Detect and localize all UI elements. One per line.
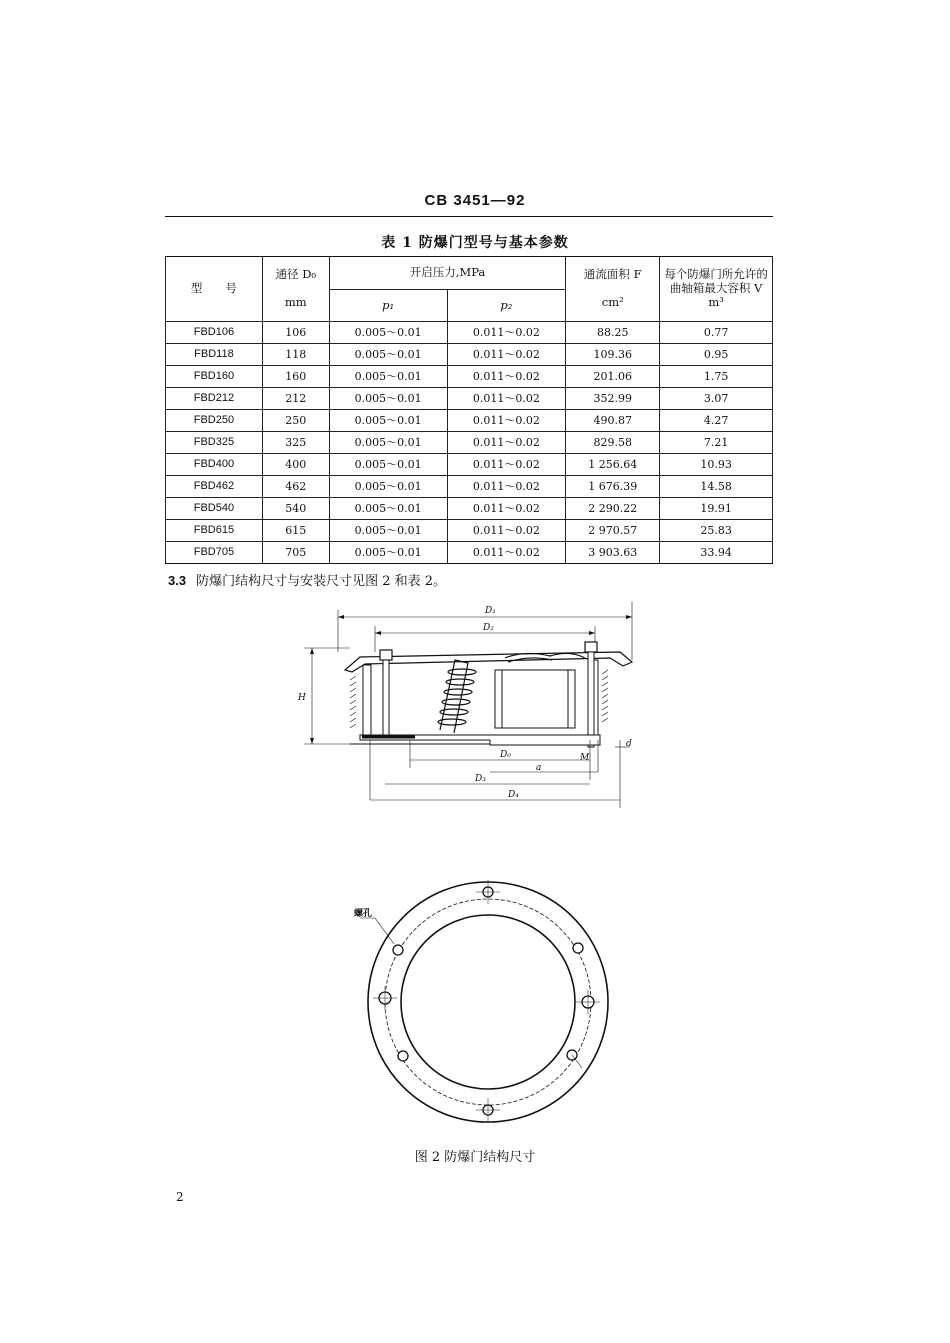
cell-area: 352.99	[566, 388, 660, 410]
cell-p1: 0.005～0.01	[329, 410, 447, 432]
inner-bore-circle	[401, 915, 575, 1089]
cell-model: FBD462	[166, 476, 263, 498]
cell-volume: 19.91	[660, 498, 773, 520]
cell-d0: 118	[262, 344, 329, 366]
header-p2: p₂	[447, 290, 566, 322]
cell-p1: 0.005～0.01	[329, 520, 447, 542]
label-d4: D₄	[508, 790, 519, 800]
cell-area: 201.06	[566, 366, 660, 388]
cell-model: FBD212	[166, 388, 263, 410]
cell-volume: 4.27	[660, 410, 773, 432]
label-a: a	[536, 763, 542, 773]
cell-volume: 14.58	[660, 476, 773, 498]
cell-area: 490.87	[566, 410, 660, 432]
cell-volume: 25.83	[660, 520, 773, 542]
cell-p1: 0.005～0.01	[329, 498, 447, 520]
page-number: 2	[176, 1190, 184, 1204]
bolt-circle	[385, 899, 591, 1105]
header-flow-area: 通流面积 F cm²	[566, 257, 660, 322]
cell-p2: 0.011～0.02	[447, 344, 566, 366]
cell-area: 1 676.39	[566, 476, 660, 498]
cell-p1: 0.005～0.01	[329, 476, 447, 498]
table-row	[166, 410, 773, 432]
cell-p2: 0.011～0.02	[447, 410, 566, 432]
outer-flange-circle	[368, 882, 608, 1122]
cell-d0: 705	[262, 542, 329, 564]
label-d3: D₃	[475, 774, 486, 784]
parameter-table	[165, 256, 773, 564]
cell-model: FBD325	[166, 432, 263, 454]
cell-area: 3 903.63	[566, 542, 660, 564]
table-row	[166, 344, 773, 366]
cell-p2: 0.011～0.02	[447, 542, 566, 564]
cell-area: 109.36	[566, 344, 660, 366]
section-note	[168, 570, 446, 589]
header-p1: p₁	[329, 290, 447, 322]
standard-code: CB 3451—92	[424, 192, 526, 209]
cell-model: FBD118	[166, 344, 263, 366]
cell-volume: 7.21	[660, 432, 773, 454]
bolt-hole-label: 螺孔	[354, 909, 373, 919]
table-title: 表 1 防爆门型号与基本参数	[381, 235, 569, 251]
cell-p1: 0.005～0.01	[329, 432, 447, 454]
cell-p2: 0.011～0.02	[447, 476, 566, 498]
label-h: H	[298, 693, 306, 703]
cell-volume: 0.77	[660, 322, 773, 344]
cell-model: FBD705	[166, 542, 263, 564]
cell-p2: 0.011～0.02	[447, 322, 566, 344]
cell-model: FBD400	[166, 454, 263, 476]
cell-d0: 462	[262, 476, 329, 498]
header-diameter: 通径 D₀ mm	[262, 257, 329, 322]
section-text: 防爆门结构尺寸与安装尺寸见图 2 和表 2。	[196, 574, 447, 589]
cell-area: 88.25	[566, 322, 660, 344]
cell-volume: 1.75	[660, 366, 773, 388]
cell-d0: 160	[262, 366, 329, 388]
header-max-volume: 每个防爆门所允许的 曲轴箱最大容积 V m³	[660, 257, 773, 322]
cell-area: 1 256.64	[566, 454, 660, 476]
cell-area: 829.58	[566, 432, 660, 454]
section-number: 3.3	[168, 573, 187, 588]
cell-p2: 0.011～0.02	[447, 388, 566, 410]
header-pressure: 开启压力,MPa	[329, 257, 566, 290]
cell-d0: 106	[262, 322, 329, 344]
cell-area: 2 290.22	[566, 498, 660, 520]
cell-p1: 0.005～0.01	[329, 344, 447, 366]
cell-volume: 33.94	[660, 542, 773, 564]
cell-p1: 0.005～0.01	[329, 388, 447, 410]
table-row	[166, 476, 773, 498]
cell-volume: 3.07	[660, 388, 773, 410]
cell-p2: 0.011～0.02	[447, 520, 566, 542]
cell-volume: 0.95	[660, 344, 773, 366]
figure-caption: 图 2 防爆门结构尺寸	[414, 1150, 536, 1165]
cell-p2: 0.011～0.02	[447, 366, 566, 388]
cell-d0: 540	[262, 498, 329, 520]
header-rule	[165, 216, 773, 217]
cell-p2: 0.011～0.02	[447, 432, 566, 454]
label-m: M	[580, 753, 590, 763]
cell-d0: 325	[262, 432, 329, 454]
plan-view-drawing	[330, 870, 640, 1140]
cell-d0: 615	[262, 520, 329, 542]
elevation-drawing	[290, 600, 650, 812]
cell-volume: 10.93	[660, 454, 773, 476]
table-row	[166, 454, 773, 476]
cell-model: FBD106	[166, 322, 263, 344]
cell-model: FBD160	[166, 366, 263, 388]
table-row	[166, 432, 773, 454]
cell-p1: 0.005～0.01	[329, 322, 447, 344]
table-row	[166, 322, 773, 344]
cell-p1: 0.005～0.01	[329, 366, 447, 388]
label-d1: D₁	[485, 606, 496, 616]
table-row	[166, 542, 773, 564]
cell-d0: 400	[262, 454, 329, 476]
table-row	[166, 366, 773, 388]
label-d0: D₀	[500, 750, 511, 760]
cell-d0: 212	[262, 388, 329, 410]
cell-model: FBD540	[166, 498, 263, 520]
table-row	[166, 498, 773, 520]
table-row	[166, 520, 773, 542]
label-d: d	[626, 739, 632, 749]
cell-p1: 0.005～0.01	[329, 454, 447, 476]
label-d2: D₂	[483, 623, 494, 633]
cell-d0: 250	[262, 410, 329, 432]
cell-model: FBD615	[166, 520, 263, 542]
cell-p1: 0.005～0.01	[329, 542, 447, 564]
cell-model: FBD250	[166, 410, 263, 432]
cell-area: 2 970.57	[566, 520, 660, 542]
cell-p2: 0.011～0.02	[447, 498, 566, 520]
header-model: 型 号	[166, 257, 263, 322]
table-row	[166, 388, 773, 410]
cell-p2: 0.011～0.02	[447, 454, 566, 476]
